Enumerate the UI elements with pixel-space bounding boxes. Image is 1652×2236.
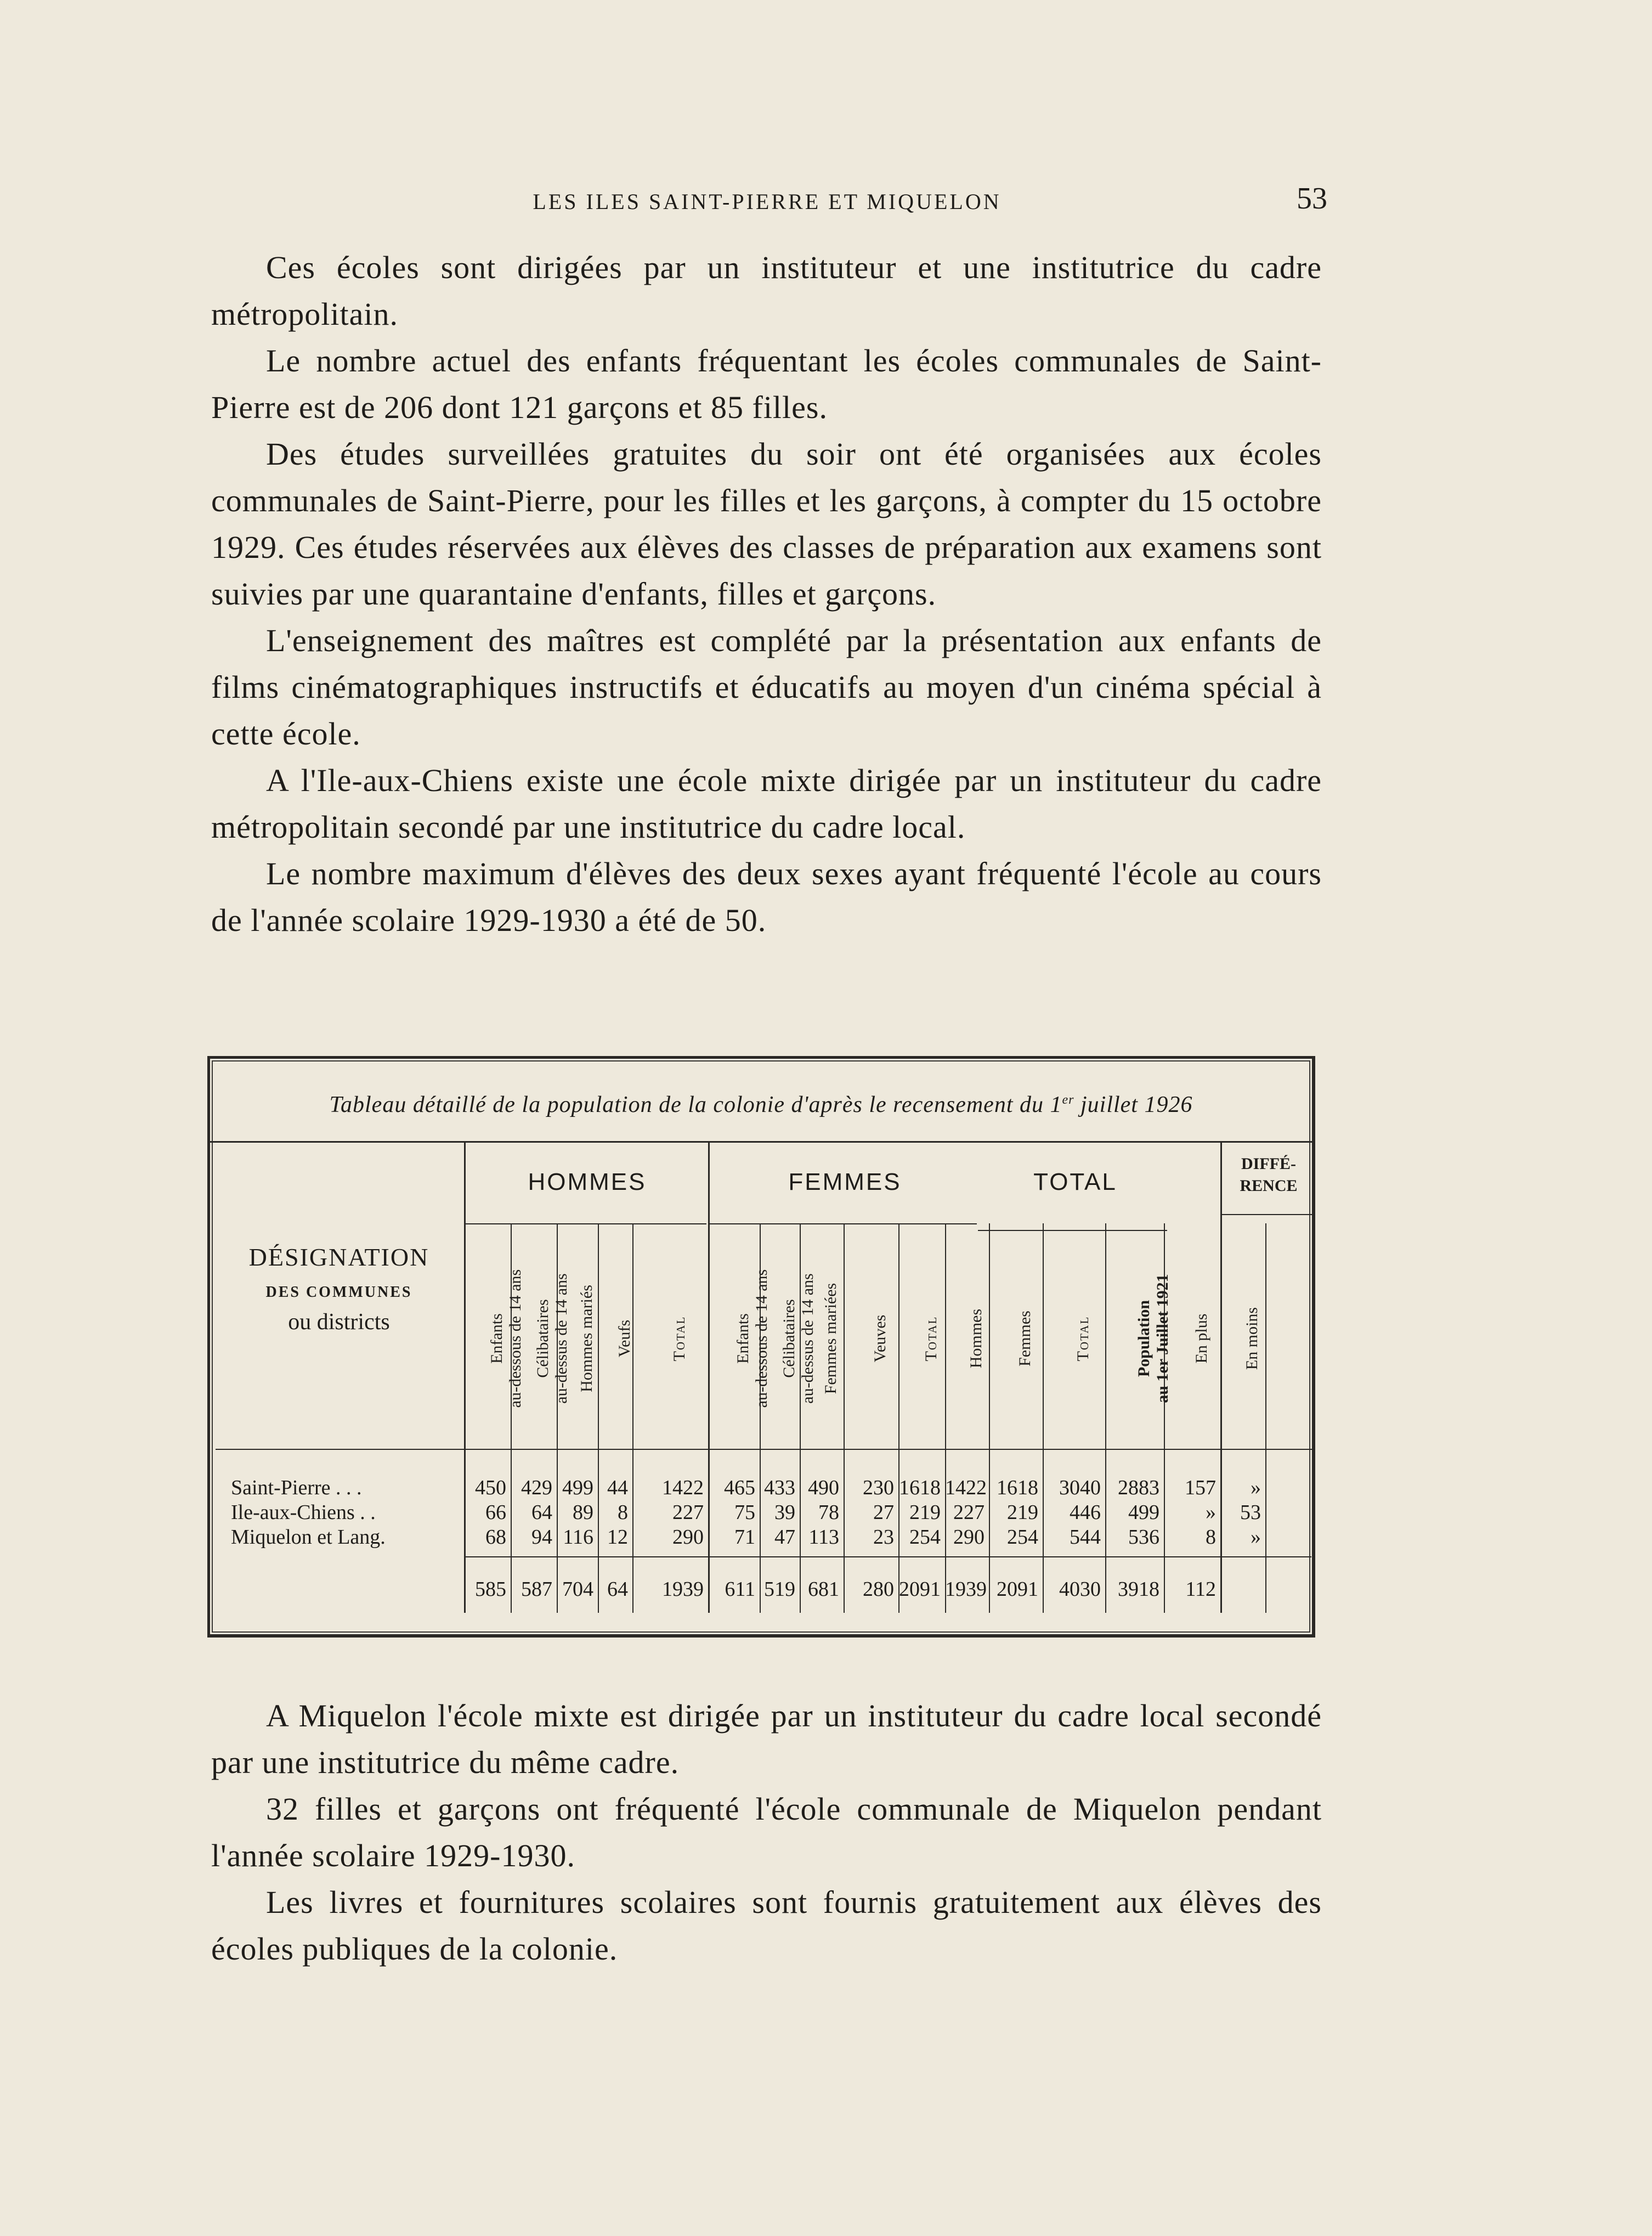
column-header: Femmes mariées [822, 1283, 840, 1394]
table-rule [465, 1223, 706, 1224]
table-cell: 12 [607, 1526, 628, 1549]
table-cell: 290 [953, 1526, 985, 1549]
total-cell: 519 [764, 1578, 795, 1601]
table-cell: 39 [774, 1501, 795, 1524]
group-header-hommes: HOMMES [528, 1168, 647, 1195]
table-rule [216, 1449, 1312, 1450]
table-cell: 157 [1185, 1476, 1216, 1499]
paragraph: 32 filles et garçons ont fréquenté l'école communale de Miquelon pendant l'année scolaire 1929-1930. [211, 1791, 1322, 1873]
table-cell: » [1206, 1501, 1216, 1524]
table-cell: 536 [1128, 1526, 1159, 1549]
table-rule [210, 1141, 1312, 1143]
running-title: LES ILES SAINT-PIERRE ET MIQUELON [533, 189, 1002, 214]
paragraph: Le nombre actuel des enfants fréquentant les écoles communales de Saint-Pierre est de 206 dont 121 garçons et 85 filles. [211, 343, 1322, 425]
paragraph: Des études surveillées gratuites du soir ont été organisées aux écoles communales de Saint-Pierre, pour les filles et les garçons, à compter du 15 octobre 1929. Ces études réservées aux élèves des classes de préparation aux examens sont suivies par une quarantaine d'enfants, filles et garçons. [211, 436, 1322, 612]
table-cell: 219 [909, 1501, 941, 1524]
paragraph: L'enseignement des maîtres est complété par la présentation aux enfants de films cinématographiques instructifs et éducatifs au moyen d'un cinéma spécial à cette école. [211, 623, 1322, 752]
designation-title: DÉSIGNATION [248, 1243, 429, 1271]
table-cell: 1618 [899, 1476, 941, 1499]
column-header: Femmes [1016, 1311, 1034, 1367]
table-cell: 116 [563, 1526, 593, 1549]
total-cell: 704 [562, 1578, 593, 1601]
table-cell: 446 [1070, 1501, 1101, 1524]
table-cell: 71 [734, 1526, 755, 1549]
table-cell: 78 [818, 1501, 839, 1524]
table-cell: 66 [485, 1501, 506, 1524]
table-cell: 3040 [1059, 1476, 1101, 1499]
column-header: Enfants au-dessous de 14 ans [487, 1269, 524, 1408]
column-header: Total [670, 1315, 688, 1362]
table-cell: 47 [774, 1526, 795, 1549]
table-cell: » [1251, 1476, 1261, 1499]
total-cell: 611 [725, 1578, 755, 1601]
table-cell: 465 [724, 1476, 755, 1499]
column-header: Hommes [967, 1308, 985, 1369]
table-cell: 53 [1240, 1501, 1261, 1524]
table-column-rule [1265, 1223, 1266, 1613]
paragraph: Les livres et fournitures scolaires sont fournis gratuitement aux élèves des écoles publiques de la colonie. [211, 1884, 1322, 1967]
total-cell: 3918 [1118, 1578, 1159, 1601]
table-cell: 429 [521, 1476, 552, 1499]
population-table [207, 1056, 1315, 1638]
designation-header [221, 1243, 457, 1335]
table-cell: 23 [873, 1526, 894, 1549]
page-number: 53 [1297, 182, 1327, 216]
table-cell: 64 [531, 1501, 552, 1524]
table-cell: 544 [1070, 1526, 1101, 1549]
column-header: Enfants au-dessous de 14 ans [734, 1269, 771, 1408]
body-text-bottom [211, 1692, 1322, 1972]
column-header: Population au 1er Juillet 1921 [1134, 1274, 1172, 1403]
table-cell: 27 [873, 1501, 894, 1524]
column-header: Hommes mariés [577, 1285, 596, 1392]
paragraph: Ces écoles sont dirigées par un instituteur et une institutrice du cadre métropolitain. [211, 250, 1322, 332]
table-cell: 113 [808, 1526, 839, 1549]
total-cell: 2091 [997, 1578, 1038, 1601]
total-cell: 280 [863, 1578, 894, 1601]
table-cell: 499 [1128, 1501, 1159, 1524]
table-cell: 8 [618, 1501, 628, 1524]
table-cell: 254 [1007, 1526, 1038, 1549]
group-header-difference: DIFFÉ- RENCE [1240, 1155, 1298, 1195]
column-header: Total [1074, 1315, 1092, 1362]
total-cell: 585 [475, 1578, 506, 1601]
total-cell: 2091 [899, 1578, 941, 1601]
group-header-femmes: FEMMES [788, 1168, 902, 1195]
table-cell: 490 [808, 1476, 839, 1499]
total-cell: 681 [808, 1578, 839, 1601]
total-cell: 4030 [1059, 1578, 1101, 1601]
paragraph: A l'Ile-aux-Chiens existe une école mixte dirigée par un instituteur du cadre métropolitain secondé par une institutrice du cadre local. [211, 763, 1322, 845]
table-cell: » [1251, 1526, 1261, 1549]
designation-subtitle: DES COMMUNES [265, 1284, 412, 1301]
table-caption: Tableau détaillé de la population de la colonie d'après le recensement du 1er juillet 1926 [329, 1092, 1193, 1117]
total-cell: 1939 [662, 1578, 704, 1601]
body-text-top [211, 244, 1322, 944]
table-cell: 450 [475, 1476, 506, 1499]
table-cell: 1422 [662, 1476, 704, 1499]
table-cell: 227 [672, 1501, 704, 1524]
table-cell: 75 [734, 1501, 755, 1524]
row-label: Ile-aux-Chiens . . [231, 1501, 376, 1524]
column-header: En moins [1243, 1307, 1261, 1370]
table-cell: 94 [531, 1526, 552, 1549]
table-cell: 219 [1007, 1501, 1038, 1524]
table-cell: 433 [764, 1476, 795, 1499]
designation-subtitle-2: ou districts [288, 1309, 390, 1335]
row-label: Miquelon et Lang. [231, 1526, 386, 1549]
column-header: Célibataires au-dessus de 14 ans [779, 1273, 817, 1404]
table-rule [464, 1556, 1311, 1557]
column-header: Total [921, 1315, 940, 1362]
table-cell: 254 [909, 1526, 941, 1549]
table-cell: 1618 [997, 1476, 1038, 1499]
group-header-total: TOTAL [1033, 1168, 1117, 1195]
column-header: Veuves [871, 1314, 889, 1363]
table-cell: 1422 [945, 1476, 987, 1499]
table-cell: 89 [573, 1501, 593, 1524]
table-rule [709, 1223, 977, 1224]
table-cell: 68 [485, 1526, 506, 1549]
column-header: Veufs [615, 1319, 633, 1358]
total-cell: 112 [1185, 1578, 1216, 1601]
table-cell: 230 [863, 1476, 894, 1499]
table-cell: 290 [672, 1526, 704, 1549]
column-header: Célibataires au-dessus de 14 ans [534, 1273, 570, 1404]
table-cell: 227 [953, 1501, 985, 1524]
table-cell: 499 [562, 1476, 593, 1499]
table-rule [1222, 1214, 1312, 1215]
column-header: En plus [1192, 1313, 1210, 1364]
table-cell: 2883 [1118, 1476, 1159, 1499]
row-label: Saint-Pierre . . . [231, 1476, 362, 1499]
paragraph: A Miquelon l'école mixte est dirigée par un instituteur du cadre local secondé par une institutrice du même cadre. [211, 1698, 1322, 1780]
paragraph: Le nombre maximum d'élèves des deux sexes ayant fréquenté l'école au cours de l'année scolaire 1929-1930 a été de 50. [211, 856, 1322, 938]
total-cell: 587 [521, 1578, 552, 1601]
total-cell: 1939 [945, 1578, 987, 1601]
table-cell: 44 [607, 1476, 628, 1499]
total-cell: 64 [607, 1578, 628, 1601]
table-cell: 8 [1206, 1526, 1216, 1549]
